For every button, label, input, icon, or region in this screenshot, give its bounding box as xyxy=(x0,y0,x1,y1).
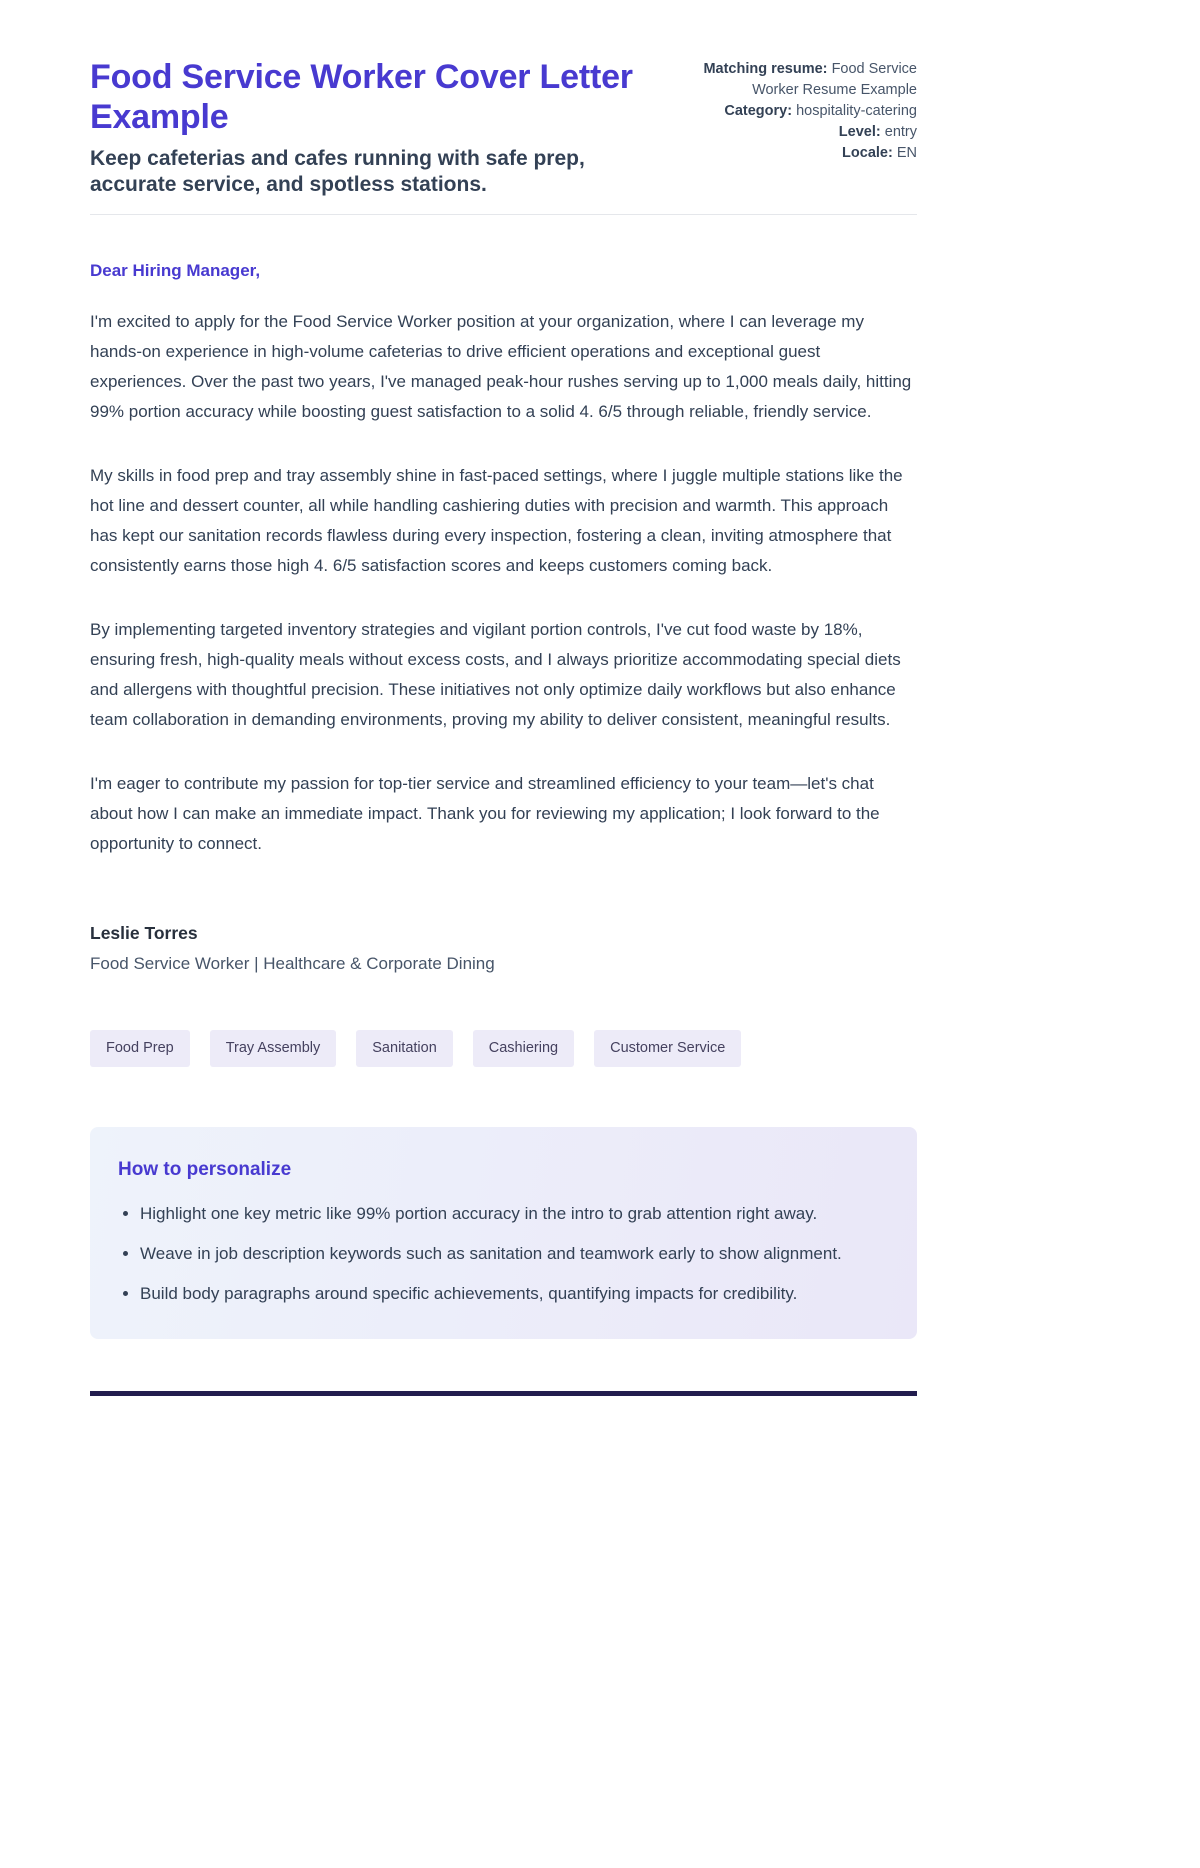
meta-value: entry xyxy=(884,124,917,140)
tag-chip: Customer Service xyxy=(594,1030,741,1067)
tag-chip: Sanitation xyxy=(356,1030,453,1067)
meta-label: Category: xyxy=(724,103,793,119)
personalize-tip: • Build body paragraphs around specific achievements, quantifying impacts for credibility. xyxy=(140,1279,889,1309)
letter-paragraph-3: By implementing targeted inventory strategies and vigilant portion controls, I've cut food waste by 18%, ensuring fresh, high-quality meals without excess costs, and I always prioritize accommodating special diets and allergens with thoughtful precision. These initiatives not only optimize daily workflows but also enhance team collaboration in demanding environments, proving my ability to deliver consistent, meaningful results. xyxy=(90,620,901,729)
tag-chip: Tray Assembly xyxy=(210,1030,337,1067)
meta-label: Locale: xyxy=(842,145,893,161)
personalize-tip: • Weave in job description keywords such as sanitation and teamwork early to show alignment. xyxy=(140,1239,889,1269)
meta-label: Level: xyxy=(838,124,881,140)
next-section-top-edge xyxy=(90,1391,917,1396)
personalize-tip-list xyxy=(118,1199,889,1309)
meta-value: EN xyxy=(896,145,917,161)
meta-value: Food Service Worker Resume Example xyxy=(752,61,917,98)
header-divider xyxy=(90,214,917,215)
header-title-block xyxy=(90,57,638,198)
meta-category xyxy=(702,101,917,122)
personalize-heading: How to personalize xyxy=(118,1158,292,1180)
letter-paragraph-2: My skills in food prep and tray assembly shine in fast-paced settings, where I juggle multiple stations like the hot line and dessert counter, all while handling cashiering duties with precision and warmth. This approach has kept our sanitation records flawless during every inspection, fostering a clean, inviting atmosphere that consistently earns those high 4. 6/5 satisfaction scores and keeps customers coming back. xyxy=(90,466,903,575)
tag-chip: Food Prep xyxy=(90,1030,190,1067)
meta-locale xyxy=(702,143,917,164)
header xyxy=(90,57,917,198)
meta-level xyxy=(702,122,917,143)
cover-letter xyxy=(90,261,917,974)
meta-matching-resume xyxy=(702,59,917,101)
letter-paragraph-4: I'm eager to contribute my passion for top-tier service and streamlined efficiency to your team—let's chat about how I can make an immediate impact. Thank you for reviewing my application; I look forward to the opportunity to connect. xyxy=(90,774,880,853)
meta-block xyxy=(702,57,917,164)
salutation: Dear Hiring Manager, xyxy=(90,261,261,280)
letter-paragraph-1: I'm excited to apply for the Food Service Worker position at your organization, where I can leverage my hands-on experience in high-volume cafeterias to drive efficient operations and exceptional guest experiences. Over the past two years, I've managed peak-hour rushes serving up to 1,000 meals daily, hitting 99% portion accuracy while boosting guest satisfaction to a solid 4. 6/5 through reliable, friendly service. xyxy=(90,312,912,421)
personalize-panel xyxy=(90,1127,917,1339)
meta-value: hospitality-catering xyxy=(796,103,917,119)
signature-name: Leslie Torres xyxy=(90,923,198,943)
personalize-tip: • Highlight one key metric like 99% portion accuracy in the intro to grab attention right away. xyxy=(140,1199,889,1229)
page-content xyxy=(90,0,917,1396)
meta-label: Matching resume: xyxy=(703,61,828,77)
page-title: Food Service Worker Cover Letter Example xyxy=(90,58,633,136)
page-subtitle: Keep cafeterias and cafes running with safe prep, accurate service, and spotless stations. xyxy=(90,147,585,196)
signature-role: Food Service Worker | Healthcare & Corporate Dining xyxy=(90,954,495,973)
tag-chip: Cashiering xyxy=(473,1030,574,1067)
skill-tags xyxy=(90,1030,917,1067)
